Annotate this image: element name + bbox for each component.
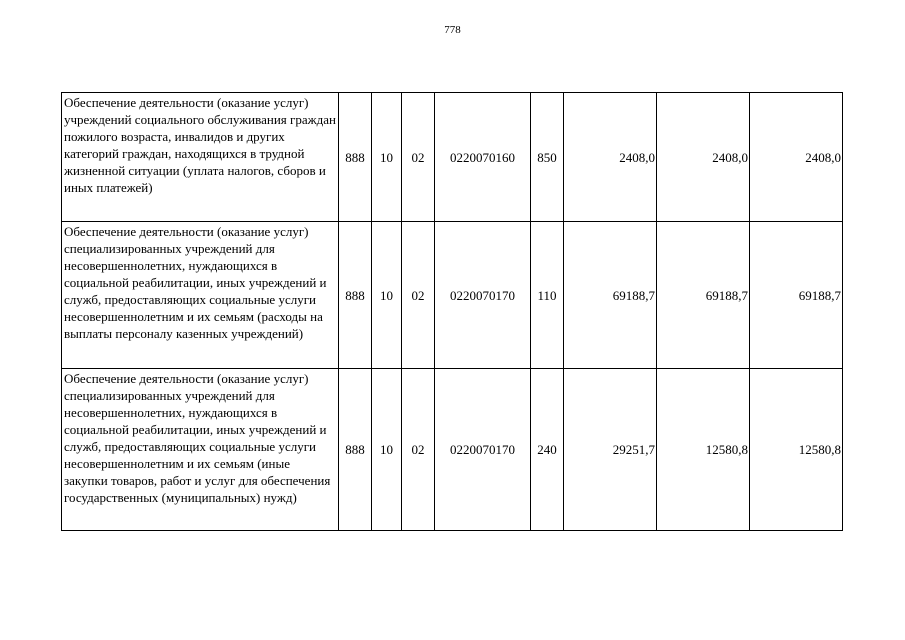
row-description: Обеспечение деятельности (оказание услуг) специализированных учреждений для несовершеннолетних, нуждающихся в социальной реабилитации, иных учреждений и служб, предоставляющих социальные услуги несовершеннолетним и их семьям (иные закупки товаров, работ и услуг для обеспечения государственных (муниципальных) нужд) (62, 369, 339, 531)
row-description: Обеспечение деятельности (оказание услуг) специализированных учреждений для несовершеннолетних, нуждающихся в социальной реабилитации, иных учреждений и служб, предоставляющих социальные услуги несовершеннолетним и их семьям (расходы на выплаты персоналу казенных учреждений) (62, 222, 339, 369)
amount-year-3: 69188,7 (750, 222, 843, 369)
ministry-code: 888 (339, 369, 372, 531)
amount-year-1: 29251,7 (564, 369, 657, 531)
page-number: 778 (444, 24, 461, 36)
amount-year-2: 2408,0 (657, 93, 750, 222)
amount-year-2: 12580,8 (657, 369, 750, 531)
section-code: 10 (372, 222, 402, 369)
section-code: 10 (372, 369, 402, 531)
table-row (62, 222, 843, 369)
budget-table (61, 92, 843, 531)
expense-type-code: 240 (531, 369, 564, 531)
amount-year-1: 69188,7 (564, 222, 657, 369)
table-row (62, 369, 843, 531)
amount-year-3: 12580,8 (750, 369, 843, 531)
amount-year-2: 69188,7 (657, 222, 750, 369)
section-code: 10 (372, 93, 402, 222)
target-article-code: 0220070170 (435, 222, 531, 369)
expense-type-code: 110 (531, 222, 564, 369)
target-article-code: 0220070160 (435, 93, 531, 222)
row-description: Обеспечение деятельности (оказание услуг) учреждений социального обслуживания граждан пожилого возраста, инвалидов и других категорий граждан, находящихся в трудной жизненной ситуации (уплата налогов, сборов и иных платежей) (62, 93, 339, 222)
expense-type-code: 850 (531, 93, 564, 222)
subsection-code: 02 (402, 93, 435, 222)
subsection-code: 02 (402, 222, 435, 369)
table-row (62, 93, 843, 222)
subsection-code: 02 (402, 369, 435, 531)
target-article-code: 0220070170 (435, 369, 531, 531)
amount-year-3: 2408,0 (750, 93, 843, 222)
ministry-code: 888 (339, 222, 372, 369)
amount-year-1: 2408,0 (564, 93, 657, 222)
ministry-code: 888 (339, 93, 372, 222)
